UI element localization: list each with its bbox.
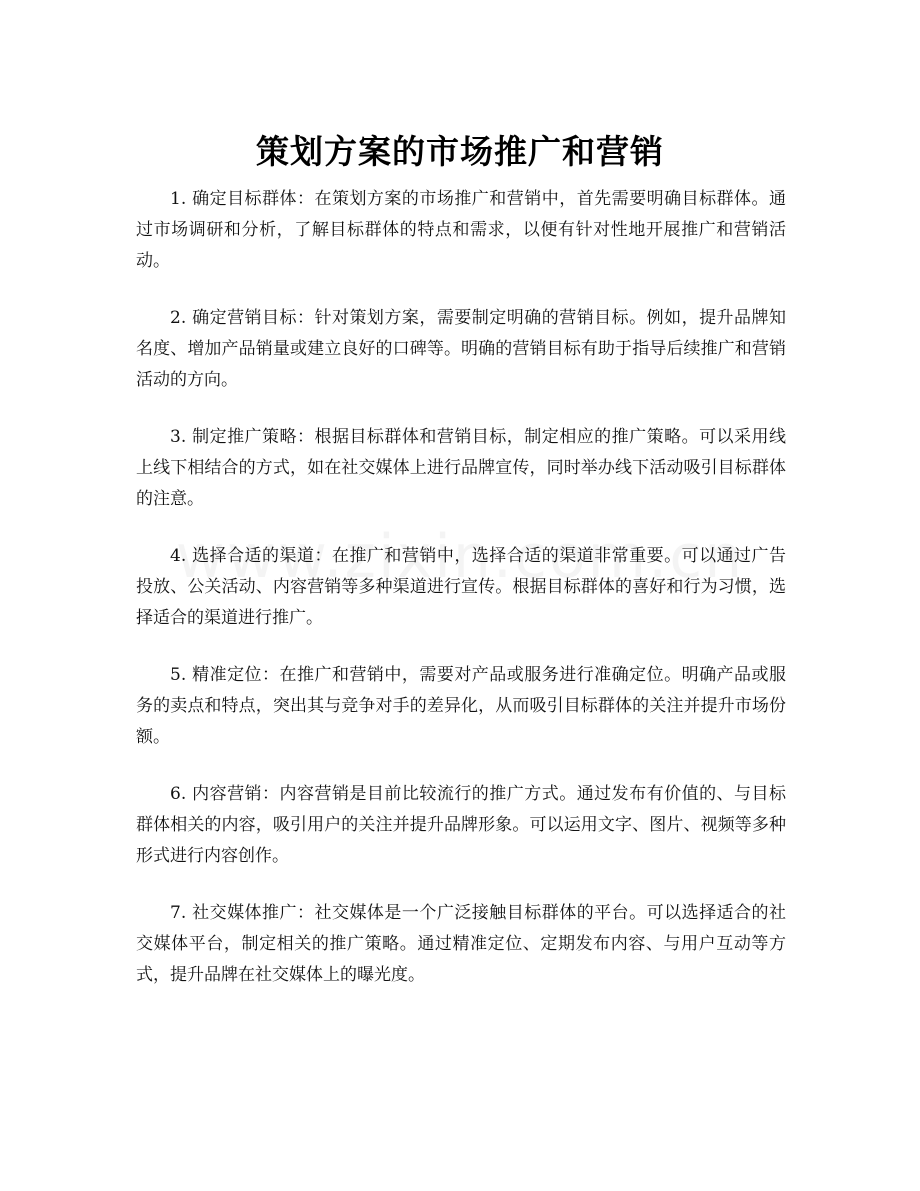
paragraph-5: 5. 精准定位：在推广和营销中，需要对产品或服务进行准确定位。明确产品或服务的卖点和特点，突出其与竞争对手的差异化，从而吸引目标群体的关注并提升市场份额。 xyxy=(136,665,786,747)
document-body xyxy=(136,184,786,1017)
paragraph-3: 3. 制定推广策略：根据目标群体和营销目标，制定相应的推广策略。可以采用线上线下相结合的方式，如在社交媒体上进行品牌宣传，同时举办线下活动吸引目标群体的注意。 xyxy=(136,427,786,509)
document-title: 策划方案的市场推广和营销 xyxy=(256,132,664,172)
paragraph-1: 1. 确定目标群体：在策划方案的市场推广和营销中，首先需要明确目标群体。通过市场调研和分析，了解目标群体的特点和需求，以便有针对性地开展推广和营销活动。 xyxy=(136,189,786,271)
paragraph-7: 7. 社交媒体推广：社交媒体是一个广泛接触目标群体的平台。可以选择适合的社交媒体平台，制定相关的推广策略。通过精准定位、定期发布内容、与用户互动等方式，提升品牌在社交媒体上的曝光度。 xyxy=(136,903,786,985)
paragraph-6: 6. 内容营销：内容营销是目前比较流行的推广方式。通过发布有价值的、与目标群体相关的内容，吸引用户的关注并提升品牌形象。可以运用文字、图片、视频等多种形式进行内容创作。 xyxy=(136,784,786,866)
paragraph-4: 4. 选择合适的渠道：在推广和营销中，选择合适的渠道非常重要。可以通过广告投放、公关活动、内容营销等多种渠道进行宣传。根据目标群体的喜好和行为习惯，选择适合的渠道进行推广。 xyxy=(136,546,786,628)
paragraph-2: 2. 确定营销目标：针对策划方案，需要制定明确的营销目标。例如，提升品牌知名度、增加产品销量或建立良好的口碑等。明确的营销目标有助于指导后续推广和营销活动的方向。 xyxy=(136,308,786,390)
